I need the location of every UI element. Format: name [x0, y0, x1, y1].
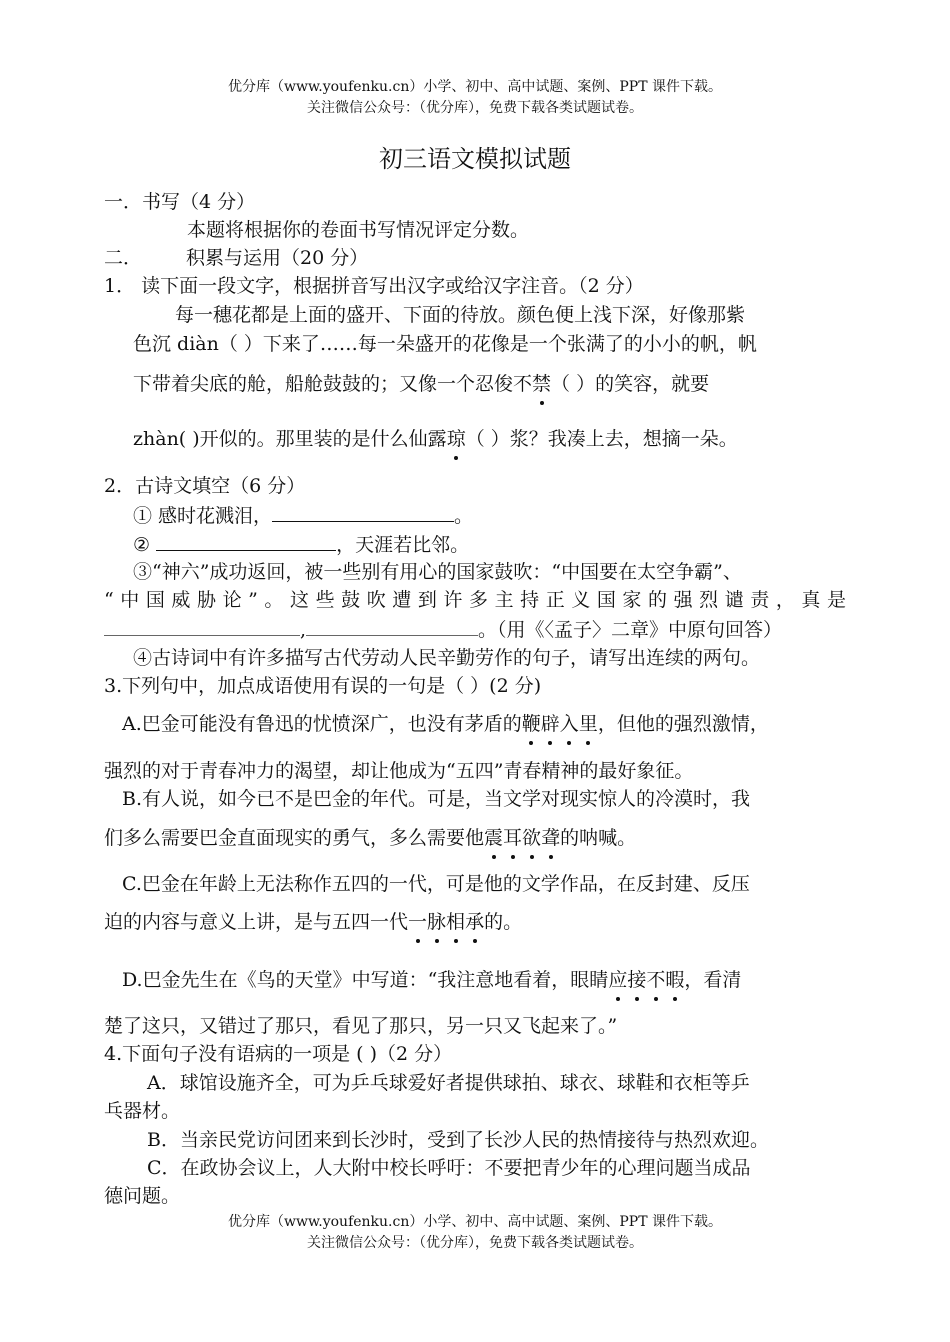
q3-stem: 3.下列句中，加点成语使用有误的一句是（ ）(2 分) [104, 675, 542, 697]
q3-text: ，看清 [684, 969, 742, 991]
dotted-char: 聋 [541, 827, 561, 849]
q1-text: 下带着尖底的舱，船舱鼓鼓的；又像一个忍俊不 [133, 373, 533, 395]
dotted-char: 耳 [503, 827, 523, 849]
q2-line-4: “中国威胁论”。这些鼓吹遭到许多主持正义国家的强烈谴责，真是 [104, 589, 846, 611]
dotted-char: 里 [578, 713, 598, 735]
q4-option-a-line-1: A．球馆设施齐全，可为乒乓球爱好者提供球拍、球衣、球鞋和衣柜等乒 [147, 1072, 750, 1094]
q3-option-b-line-1: B.有人说，如今已不是巴金的年代。可是，当文学对现实惊人的冷漠时，我 [122, 788, 751, 810]
header-line-1: 优分库（www.youfenku.cn）小学、初中、高中试题、案例、PPT 课件下载。 [227, 79, 722, 95]
q1-text: （ ）浆？我凑上去，想摘一朵。 [465, 428, 738, 450]
q4-option-c-line-1: C．在政协会议上，人大附中校长呼吁：不要把青少年的心理问题当成品 [147, 1157, 751, 1179]
footer-line-1: 优分库（www.youfenku.cn）小学、初中、高中试题、案例、PPT 课件下载。 [227, 1214, 722, 1230]
dotted-char: 脉 [427, 911, 447, 933]
q1-text: zhàn( )开似的。那里装的是什么仙露 [133, 428, 447, 450]
page-title: 初三语文模拟试题 [379, 145, 571, 173]
q2-text: ，天涯若比邻。 [336, 534, 470, 556]
q2-line-6: ④古诗词中有许多描写古代劳动人民辛勤劳作的句子，请写出连续的两句。 [133, 647, 761, 669]
section-2-heading [104, 246, 368, 270]
dotted-char: 接 [627, 969, 647, 991]
q2-line-1 [133, 503, 473, 528]
q3-text: ，但他的强烈激情， [597, 713, 769, 735]
q3-option-c-line-2 [104, 910, 522, 934]
q2-line-5 [104, 617, 782, 642]
q4-stem: 4.下面句子没有语病的一项是 ( )（2 分） [104, 1043, 453, 1065]
q3-option-a-line-1 [122, 712, 769, 736]
q1-passage-line-2: 色沉 diàn（ ）下来了……每一朵盛开的花像是一个张满了的小小的帆，帆 [133, 333, 757, 355]
answer-blank[interactable] [306, 617, 478, 636]
q1-passage-line-3 [133, 372, 709, 396]
q2-text: ① 感时花溅泪， [133, 505, 273, 527]
q3-option-a-line-2: 强烈的对于青春冲力的渴望，却让他成为“五四”青春精神的最好象征。 [104, 760, 694, 782]
q2-line-3: ③“神六”成功返回，被一些别有用心的国家鼓吹：“中国要在太空争霸”、 [133, 561, 742, 583]
answer-blank[interactable] [156, 532, 336, 551]
section-1-heading: 一．书写（4 分） [104, 191, 256, 213]
q4-option-a-line-2: 乓器材。 [104, 1100, 181, 1122]
dotted-char: 辟 [540, 713, 560, 735]
q3-text: D.巴金先生在《鸟的天堂》中写道：“我注意地看着，眼睛 [122, 969, 609, 991]
answer-blank[interactable] [272, 503, 454, 522]
footer-line-2: 关注微信公众号：（优分库），免费下载各类试题试卷。 [307, 1235, 643, 1251]
q1-stem: 1． 读下面一段文字，根据拼音写出汉字或给汉字注音。（2 分） [104, 275, 644, 297]
q3-option-b-line-2 [104, 826, 636, 850]
q3-text: 迫的内容与意义上讲，是与五四一代 [104, 911, 409, 933]
q4-option-c-line-2: 德问题。 [104, 1185, 181, 1207]
dotted-char: 相 [446, 911, 466, 933]
q2-stem: 2．古诗文填空（6 分） [104, 475, 306, 497]
dotted-char: 欲 [522, 827, 542, 849]
q2-line-2 [133, 532, 469, 557]
q3-text: 的呐喊。 [560, 827, 637, 849]
dotted-char: 震 [484, 827, 504, 849]
q2-text: 。（用《〈孟子〉二章》中原句回答） [478, 619, 783, 641]
q2-text: ② [133, 534, 157, 556]
header-line-2: 关注微信公众号：（优分库），免费下载各类试题试卷。 [307, 100, 643, 116]
dotted-char: 入 [559, 713, 579, 735]
dotted-char: 鞭 [521, 713, 541, 735]
section-2-number: 二． [104, 247, 143, 269]
section-1-desc: 本题将根据你的卷面书写情况评定分数。 [187, 219, 530, 241]
q3-text: 的。 [484, 911, 523, 933]
dotted-char: 禁 [532, 373, 552, 395]
dotted-char: 承 [465, 911, 485, 933]
answer-blank[interactable] [104, 617, 300, 636]
q2-text: 。 [454, 505, 474, 527]
q1-passage-line-4 [133, 427, 738, 451]
dotted-char: 不 [646, 969, 666, 991]
q1-text: （ ）的笑容，就要 [551, 373, 710, 395]
q3-text: 们多么需要巴金直面现实的勇气，多么需要他 [104, 827, 485, 849]
q2-text: , [300, 619, 307, 641]
q3-option-d-line-2: 楚了这只，又错过了那只，看见了那只，另一只又飞起来了。” [104, 1015, 618, 1037]
dotted-char: 一 [408, 911, 428, 933]
section-2-title: 积累与运用（20 分） [186, 247, 369, 269]
q3-text: A.巴金可能没有鲁迅的忧愤深广，也没有茅盾的 [122, 713, 522, 735]
dotted-char: 琼 [446, 428, 466, 450]
q1-passage-line-1: 每一穗花都是上面的盛开、下面的待放。颜色便上浅下深，好像那紫 [175, 304, 746, 326]
q3-option-d-line-1 [122, 968, 741, 992]
dotted-char: 暇 [665, 969, 685, 991]
q3-option-c-line-1: C.巴金在年龄上无法称作五四的一代，可是他的文学作品，在反封建、反压 [122, 873, 750, 895]
dotted-char: 应 [608, 969, 628, 991]
q4-option-b: B．当亲民党访问团来到长沙时，受到了长沙人民的热情接待与热烈欢迎。 [147, 1129, 769, 1151]
